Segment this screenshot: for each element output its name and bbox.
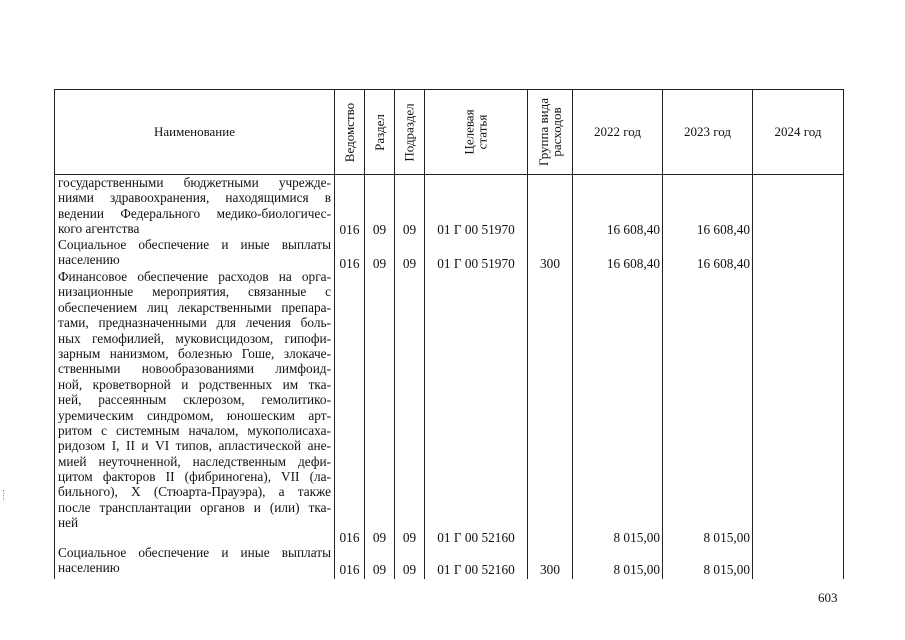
amount-2023-cell: 16 608,40	[696, 222, 750, 237]
name-line: ниями здравоохранения, находящимися в	[58, 190, 331, 206]
amount-2023-cell: 8 015,00	[703, 530, 750, 545]
amount-2022-cell: 8 015,00	[613, 562, 660, 577]
subsection-cell: 09	[402, 222, 417, 237]
section-cell: 09	[372, 256, 387, 271]
header-subsection-label: Подраздел	[402, 102, 418, 162]
department-cell: 016	[339, 530, 360, 545]
name-line: Социальное обеспечение и иные выплаты	[58, 545, 331, 560]
expense-group-cell: 300	[540, 256, 560, 271]
name-line: ридозом I, II и VI типов, апластической ане-	[58, 438, 331, 454]
department-cell: 016	[339, 222, 360, 237]
column-divider	[843, 89, 844, 579]
header-2024	[753, 90, 843, 174]
page-number: 603	[818, 590, 838, 605]
target-item-cell: 01 Г 00 51970	[437, 222, 515, 237]
header-name-label: Наименование	[154, 124, 235, 139]
header-2023	[663, 90, 752, 174]
header-2022	[573, 90, 662, 174]
subsection-cell: 09	[402, 562, 417, 577]
row-name	[58, 545, 331, 576]
amount-2022-cell: 8 015,00	[613, 530, 660, 545]
header-section-label: Раздел	[372, 113, 387, 151]
name-line: зарным нанизмом, болезнью Гоше, злокаче-	[58, 345, 331, 361]
name-line: низационные мероприятия, связанные с	[58, 284, 331, 300]
name-line: ной, кроветворной и родственных им тка-	[58, 376, 331, 392]
name-line: мией неуточненной, наследственным дефи-	[58, 453, 331, 469]
name-line: населению	[58, 560, 120, 576]
row-name	[58, 237, 331, 268]
header-2024-label: 2024 год	[774, 124, 822, 139]
target-item-cell: 01 Г 00 52160	[437, 530, 515, 545]
name-line: ней	[58, 515, 79, 531]
name-line: бильного), X (Стюарта-Прауэра), а также	[58, 484, 331, 500]
amount-2022-cell: 16 608,40	[606, 256, 660, 271]
name-line: кого агентства	[58, 221, 140, 237]
name-line: ритом с системным началом, мукополисаха-	[58, 422, 331, 438]
section-cell: 09	[372, 530, 387, 545]
amount-2023-cell: 16 608,40	[696, 256, 750, 271]
header-target-item-line: Целевая	[461, 109, 477, 155]
target-item-cell: 01 Г 00 52160	[437, 562, 515, 577]
header-expense-group-line: Группа вида	[536, 98, 552, 166]
name-line: ных гемофилией, муковисцидозом, гипофи-	[58, 330, 331, 346]
amount-2023-cell: 8 015,00	[703, 562, 750, 577]
name-line: Финансовое обеспечение расходов на орга-	[58, 269, 331, 284]
header-2023-label: 2023 год	[684, 124, 731, 139]
department-cell: 016	[339, 256, 360, 271]
header-expense-group-line: расходов	[549, 107, 565, 157]
header-2022-label: 2022 год	[594, 124, 641, 139]
name-line: ней, рассеянным склерозом, гемолитико-	[58, 392, 331, 408]
amount-2022-cell: 16 608,40	[606, 222, 660, 237]
section-cell: 09	[372, 562, 387, 577]
expense-group-cell: 300	[540, 562, 560, 577]
header-target-item-line: статья	[474, 114, 490, 150]
name-line: государственными бюджетными учрежде-	[58, 175, 331, 190]
target-item-cell: 01 Г 00 51970	[437, 256, 515, 271]
name-line: тами, предназначенными для лечения боль-	[58, 315, 331, 331]
subsection-cell: 09	[402, 256, 417, 271]
header-department-label: Ведомство	[342, 102, 357, 162]
row-name	[58, 269, 331, 531]
scan-margin-mark	[3, 490, 5, 500]
name-line: после трансплантации органов и (или) тка-	[58, 499, 331, 515]
name-line: ственными новообразованиями лимфоид-	[58, 361, 331, 377]
row-name	[58, 175, 331, 237]
header-name	[55, 90, 334, 174]
section-cell: 09	[372, 222, 387, 237]
header-department	[335, 90, 364, 174]
name-line: обеспечением лиц лекарственными препара-	[58, 299, 331, 315]
name-line: цитом факторов II (фибриногена), VII (ла-	[58, 469, 331, 485]
header-target-item-label	[463, 109, 489, 154]
subsection-cell: 09	[402, 530, 417, 545]
name-line: ведении Федерального медико-биологичес-	[58, 205, 331, 221]
header-subsection	[395, 90, 424, 174]
name-line: Социальное обеспечение и иные выплаты	[58, 237, 331, 252]
header-expense-group-label	[537, 98, 563, 166]
header-expense-group	[528, 90, 572, 174]
name-line: уремическим синдромом, юношеским арт-	[58, 407, 331, 423]
department-cell: 016	[339, 562, 360, 577]
name-line: населению	[58, 252, 120, 268]
header-section	[365, 90, 394, 174]
header-target-item	[425, 90, 527, 174]
